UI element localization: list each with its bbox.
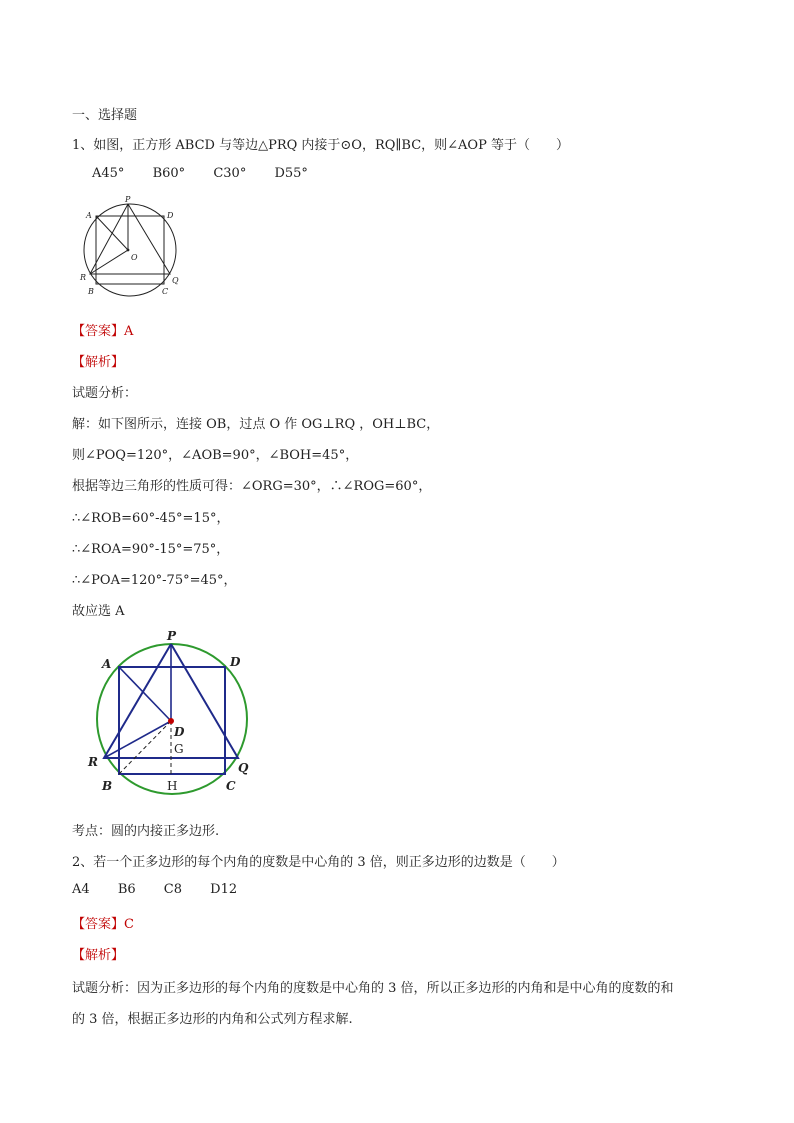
- fig2-label-r: R: [88, 755, 98, 769]
- question-1-analysis-tag: 【解析】: [72, 355, 125, 370]
- answer-tag: 【答案】: [72, 917, 125, 932]
- fig1-label-d: D: [167, 211, 174, 220]
- question-1-answer: [72, 320, 133, 339]
- fig2-label-c: C: [226, 779, 236, 793]
- answer-value: A: [124, 324, 134, 339]
- analysis-line: ∴∠POA=120°-75°=45°，: [72, 573, 237, 588]
- analysis-line: 解：如下图所示，连接 OB，过点 O 作 OG⊥RQ ，OH⊥BC，: [72, 417, 440, 432]
- figure-2-geometry: [86, 626, 266, 804]
- figure-1-geometry: [72, 192, 192, 304]
- question-2-stem: 2、若一个正多边形的每个内角的度数是中心角的 3 倍，则正多边形的边数是（ ）: [72, 855, 565, 870]
- choice-a: A4: [72, 882, 90, 897]
- fig2-center-dot: [168, 718, 174, 724]
- fig2-label-d: D: [230, 655, 241, 669]
- fig1-label-r: R: [80, 273, 87, 282]
- question-1-choices: [92, 166, 332, 181]
- fig2-label-p: P: [167, 629, 177, 643]
- fig2-label-h: H: [167, 779, 178, 793]
- analysis-line: ∴∠ROB=60°-45°=15°，: [72, 511, 230, 526]
- fig1-label-q: Q: [172, 276, 179, 285]
- question-2-choices: [72, 882, 261, 897]
- choice-d: D55°: [274, 166, 308, 181]
- question-1-knowledge: 考点：圆的内接正多边形.: [72, 824, 220, 839]
- fig2-label-g: G: [174, 742, 184, 756]
- analysis-line: 则∠POQ=120°，∠AOB=90°，∠BOH=45°，: [72, 448, 359, 463]
- section-title: 一、选择题: [72, 108, 138, 123]
- analysis-line: 试题分析：: [72, 386, 138, 401]
- analysis-line: 试题分析：因为正多边形的每个内角的度数是中心角的 3 倍，所以正多边形的内角和是中心角的度数的和: [72, 981, 674, 996]
- fig2-label-q: Q: [238, 761, 249, 775]
- fig1-center-dot: [127, 249, 130, 252]
- analysis-line: 故应选 A: [72, 604, 125, 619]
- fig1-label-a: A: [86, 211, 92, 220]
- fig1-label-b: B: [88, 287, 94, 296]
- fig1-label-o: O: [131, 253, 138, 262]
- fig1-triangle: [90, 204, 170, 274]
- analysis-line: 根据等边三角形的性质可得：∠ORG=30°，∴∠ROG=60°，: [72, 479, 432, 494]
- fig1-label-c: C: [162, 287, 169, 296]
- choice-b: B6: [117, 882, 136, 897]
- choice-a: A45°: [92, 166, 125, 181]
- choice-b: B60°: [152, 166, 186, 181]
- question-1-stem: 1、如图，正方形 ABCD 与等边△PRQ 内接于⊙O，RQ∥BC，则∠AOP 等于（ ）: [72, 138, 569, 153]
- fig2-segment-ob-dashed: [119, 721, 171, 774]
- fig1-label-p: P: [125, 195, 131, 204]
- choice-c: C8: [163, 882, 182, 897]
- choice-c: C30°: [213, 166, 247, 181]
- fig1-segment-oa: [96, 216, 128, 250]
- choice-d: D12: [210, 882, 238, 897]
- analysis-line: ∴∠ROA=90°-15°=75°，: [72, 542, 230, 557]
- answer-tag: 【答案】: [72, 324, 125, 339]
- fig2-label-o: D: [174, 725, 185, 739]
- fig2-label-b: B: [102, 779, 113, 793]
- fig2-label-a: A: [102, 657, 112, 671]
- question-2-analysis-tag: 【解析】: [72, 948, 125, 963]
- fig2-segment-oa: [119, 667, 171, 721]
- analysis-line: 的 3 倍，根据正多边形的内角和公式列方程求解.: [72, 1012, 353, 1027]
- question-2-answer: [72, 913, 134, 932]
- answer-value: C: [124, 917, 134, 932]
